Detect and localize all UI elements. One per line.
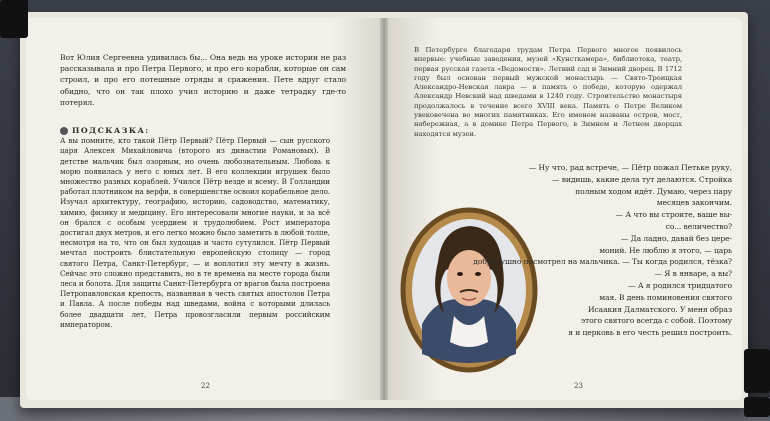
page-number-left: 22 [201, 382, 210, 390]
dialog-line: со... величество? [665, 221, 732, 231]
intro-paragraph: Вот Юлия Сергеевна удивилась бы... Она ведь на уроке истории не раз рассказывала и про Петра Первого, и про его корабли, которые он сам строил, и про его потешные отряды и сражения. Пете вдруг стало обидно, что он так плохо учил историю и даже тетрадку где-то потерял. [60, 53, 346, 107]
dialog-line: моний. Не люблю я этого, — царь [599, 245, 732, 255]
dialog-line: — А что вы строите, ваше вы- [615, 210, 732, 220]
hint-heading [60, 126, 360, 136]
dialog-line: добродушно посмотрел на мальчика. — Ты когда родился, тёзка? [473, 257, 732, 267]
binder-clip-icon [0, 0, 28, 38]
binder-clip-icon [744, 349, 770, 393]
right-page [384, 18, 742, 400]
binder-clip-icon [744, 397, 770, 417]
dialog-line: — Я в январе, а вы? [654, 269, 732, 279]
open-book [20, 12, 748, 408]
book-gutter [380, 18, 388, 400]
hint-box [60, 126, 360, 330]
dialog-line: — видишь, какие дела тут делаются. Стройка [551, 174, 732, 184]
dialog-line: я и церковь в его честь решил построить. [568, 328, 732, 338]
hint-title: ПОДСКАЗКА: [72, 126, 150, 135]
dialog-line: — Ну что, рад встрече, — Пётр пожал Петьке руку, [528, 163, 732, 172]
dialog-line: этого святого всегда с собой. Поэтому [580, 316, 732, 326]
page-number-right: 23 [574, 382, 583, 390]
dialog-block [454, 162, 732, 339]
dialog-line: Исаакия Далматского. У меня образ [588, 304, 732, 314]
info-paragraph: В Петербурге благодаря трудам Петра Первого многое появилось впервые: учебные заведения, музей «Кунсткамера», библиотека, театр, первая русская газета «Ведомости». Летний сад и Зимний дворец. В 1712 году был основан первый мужской монастырь — Свято-Троицкая Александро-Невская лавра — в память о победе, которую одержал Александр Невский над шведами в 1240 году. Строительство монастыря продолжалось в течение всего XVIII века. Память о Петре Великом увековечена во многих памятниках. Его именем названы остров, мост, набережная, а в домике Петра Первого, в Зимнем и Летнем дворцах находятся музеи. [414, 46, 682, 138]
bullet-icon [60, 127, 68, 135]
dialog-line: полным ходом идёт. Думаю, через пару [575, 186, 732, 196]
dialog-line: — А я родился тридцатого [628, 280, 732, 290]
dialog-line: месяцев закончим. [656, 198, 732, 208]
hint-body: А вы помните, кто такой Пётр Первый? Пётр Первый — сын русского царя Алексея Михайловича (второго из династии Романовых). В детстве мальчик был озорным, но очень любознательным. Любовь к морю появилась у него с юных лет. В его коллекции игрушек было множество разных кораблей. Учился Пётр везде и всему. В Голландии работал плотником на верфи, в совершенстве освоил корабельное дело. Изучал архитектуру, географию, историю, садоводство, математику, химию, физику и медицину. Его интересовали многие науки, и за всё он брался с особым усердием и трудолюбием. Рост императора достигал двух метров, и его легко можно было заметить в любой толпе, несмотря на то, что он был худощав и часто сутулился. Пётр Первый мечтал построить блистательную европейскую столицу — город святого Петра, Санкт-Петербург, — и воплотил эту мечту в жизнь. Сейчас это сложно представить, но в те времена на месте города были леса и болота. Для защиты Санкт-Петербурга от врагов была построена Петропавловская крепость, названная в честь святых апостолов Петра и Павла. А после победы над шведами, война с которыми длилась более двадцати лет, Петра провозгласили первым российским императором. [60, 136, 330, 329]
left-page [26, 18, 384, 400]
dialog-line: — Да ладно, давай без цере- [620, 233, 732, 243]
dialog-line: мая. В день поминовения святого [599, 292, 732, 302]
